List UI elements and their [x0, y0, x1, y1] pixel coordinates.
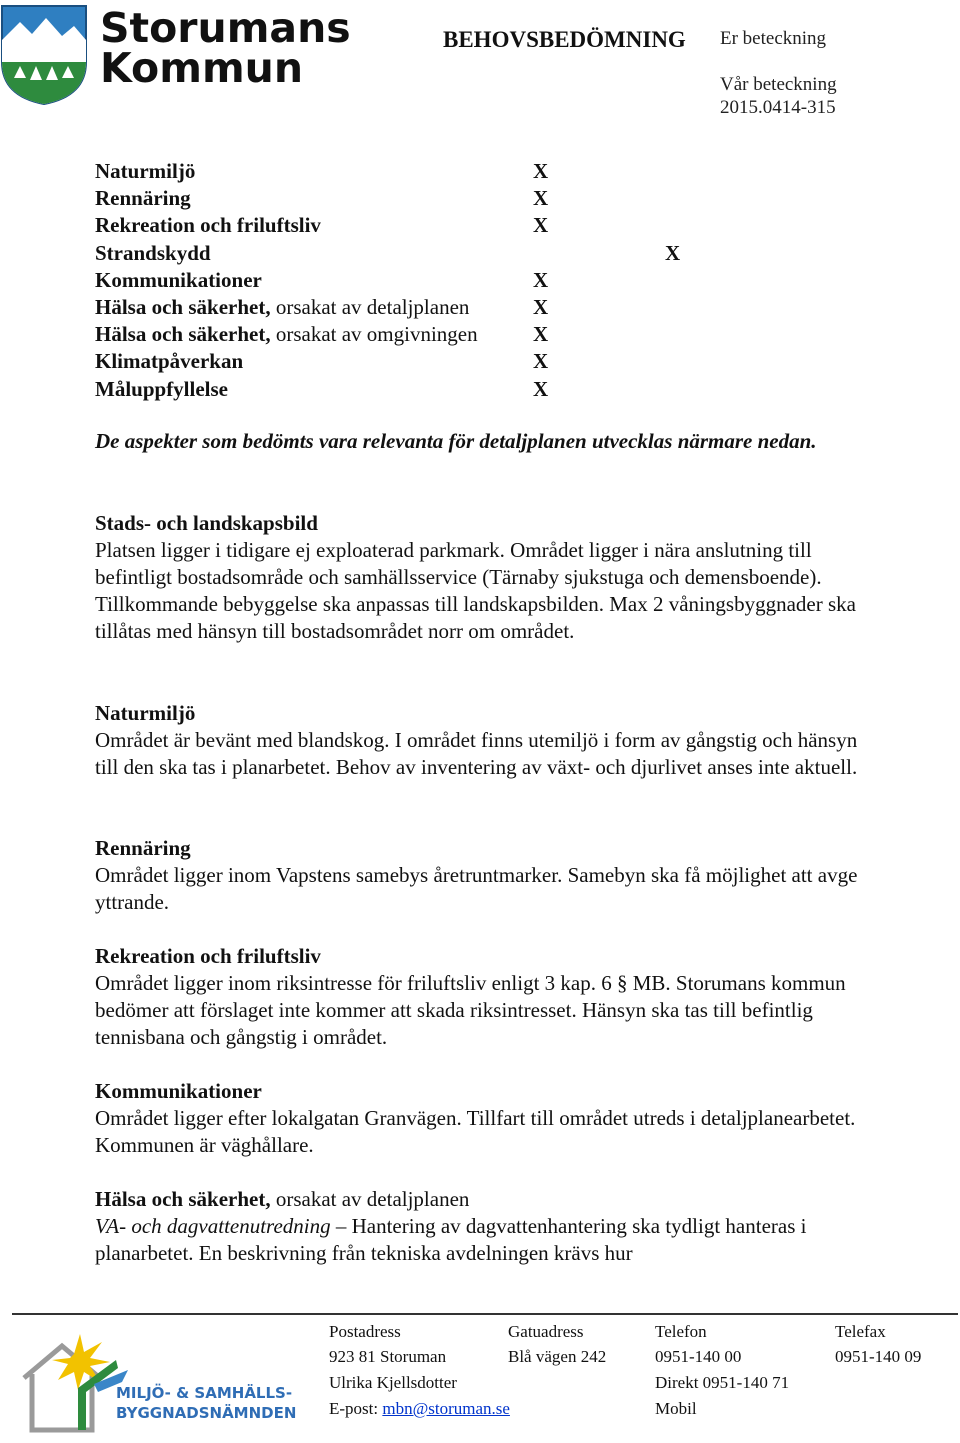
- aspect-mark: X: [533, 295, 549, 319]
- postadress-label: Postadress: [329, 1322, 401, 1341]
- aspect-label-bold: Hälsa och säkerhet,: [95, 322, 271, 347]
- section-body: Området är bevänt med blandskog. I området finns utemiljö i form av gångstig och hänsyn till den ska tas i planarbetet. Behov av inventering av växt- och djurlivet anses inte aktuell.: [95, 728, 858, 779]
- our-reference-number: 2015.0414-315: [720, 97, 836, 118]
- section-naturmiljo: [95, 700, 885, 781]
- mobile-label: Mobil: [655, 1399, 697, 1418]
- aspect-mark: X: [533, 213, 549, 238]
- aspect-label-bold: Strandskydd: [95, 240, 211, 265]
- section-heading: Naturmiljö: [95, 701, 196, 725]
- section-body: Området ligger inom Vapstens samebys åretruntmarker. Samebyn ska få möjlighet att avge yttrande.: [95, 863, 858, 914]
- aspect-mark: X: [533, 186, 549, 211]
- section-heading: Rekreation och friluftsliv: [95, 944, 321, 968]
- aspect-label: [95, 294, 469, 321]
- aspect-label: [95, 158, 195, 185]
- section-heading: Rennäring: [95, 836, 191, 860]
- aspect-row: [95, 348, 715, 375]
- aspect-mark: X: [533, 267, 549, 292]
- telefax-value: 0951-140 09: [835, 1347, 922, 1366]
- section-stads-och-landskapsbild: [95, 510, 885, 645]
- aspect-label-bold: Rekreation och friluftsliv: [95, 213, 321, 238]
- aspect-label-bold: Hälsa och säkerhet,: [95, 295, 271, 319]
- section-kommunikationer: [95, 1078, 885, 1159]
- footer-logo-line-2: BYGGNADSNÄMNDEN: [116, 1404, 297, 1422]
- logo-wordmark-line-2: Kommun: [100, 44, 304, 92]
- aspect-label: [95, 267, 262, 294]
- document-type-title: BEHOVSBEDÖMNING: [443, 27, 686, 52]
- gatuadress-label: Gatuadress: [508, 1322, 584, 1341]
- aspect-label-bold: Måluppfyllelse: [95, 376, 229, 401]
- aspect-label-rest: orsakat av detaljplanen: [270, 295, 470, 319]
- aspect-row: [95, 240, 715, 267]
- aspect-label: [95, 185, 191, 212]
- footer-logo-line-1: MILJÖ- & SAMHÄLLS-: [116, 1384, 293, 1402]
- aspect-label-bold: Rennäring: [95, 186, 191, 211]
- intro-note: De aspekter som bedömts vara relevanta för detaljplanen utvecklas närmare nedan.: [95, 429, 817, 453]
- our-reference-label: Vår beteckning: [720, 74, 837, 95]
- miljo-samhallsbyggnadsnamnden-logo: [18, 1330, 308, 1435]
- aspect-label: [95, 376, 228, 403]
- aspect-row: [95, 158, 715, 185]
- aspect-mark: X: [533, 159, 549, 183]
- section-rekreation-och-friluftsliv: [95, 943, 885, 1051]
- footer-divider: [12, 1313, 958, 1315]
- section-halsa-och-sakerhet: [95, 1186, 885, 1267]
- email-link[interactable]: mbn@storuman.se: [382, 1399, 510, 1418]
- section-body-text: – Hantering av dagvattenhantering ska tydligt hanteras i planarbetet. En beskrivning från tekniska avdelningen krävs hur: [95, 1214, 807, 1265]
- aspect-row: [95, 185, 715, 212]
- section-heading: Stads- och landskapsbild: [95, 511, 318, 535]
- section-rennaring: [95, 835, 885, 916]
- aspect-row: [95, 267, 715, 294]
- logo-wordmark: [100, 4, 351, 92]
- section-body: Området ligger efter lokalgatan Granvägen. Tillfart till området utreds i detaljplanearbetet. Kommunen är väghållare.: [95, 1106, 856, 1157]
- email-line: [329, 1399, 510, 1419]
- gatuadress-value: Blå vägen 242: [508, 1347, 607, 1366]
- aspect-label: [95, 321, 478, 348]
- aspect-label-bold: Naturmiljö: [95, 159, 196, 183]
- telefon-label: Telefon: [655, 1322, 707, 1341]
- email-label: E-post:: [329, 1399, 383, 1418]
- section-body: Platsen ligger i tidigare ej exploaterad parkmark. Området ligger i nära anslutning till befintligt bostadsområde och samhällsservice (Tärnaby sjukstuga och demensboende). Tillkommande bebyggelse ska anpassas till landskapsbilden. Max 2 våningsbyggnader ska tillåtas med hänsyn till bostadsområdet norr om området.: [95, 538, 856, 643]
- aspect-label-bold: Klimatpåverkan: [95, 349, 244, 374]
- aspect-mark: X: [665, 240, 681, 265]
- section-heading-bold: Hälsa och säkerhet,: [95, 1187, 271, 1211]
- aspect-row: [95, 294, 715, 321]
- logo-wordmark-line-1: Storumans: [100, 4, 351, 52]
- aspect-row: [95, 376, 715, 403]
- contact-name: Ulrika Kjellsdotter: [329, 1373, 457, 1392]
- aspect-row: [95, 212, 715, 239]
- your-reference-label: Er beteckning: [720, 28, 827, 49]
- section-heading-rest: orsakat av detaljplanen: [270, 1187, 470, 1211]
- aspect-label-bold: Kommunikationer: [95, 267, 262, 292]
- telefax-label: Telefax: [835, 1322, 886, 1341]
- aspect-mark: X: [533, 322, 549, 347]
- telefon-value: 0951-140 00: [655, 1347, 742, 1366]
- direct-phone: Direkt 0951-140 71: [655, 1373, 790, 1392]
- aspect-mark: X: [533, 376, 549, 401]
- aspect-label: [95, 240, 211, 267]
- section-body: [95, 1213, 885, 1267]
- section-heading: Kommunikationer: [95, 1079, 262, 1103]
- aspect-label-rest: orsakat av omgivningen: [270, 322, 478, 347]
- aspect-label: [95, 212, 321, 239]
- section-body-italic: VA- och dagvattenutredning: [95, 1214, 331, 1238]
- postadress-value: 923 81 Storuman: [329, 1347, 447, 1366]
- section-body: Området ligger inom riksintresse för friluftsliv enligt 3 kap. 6 § MB. Storumans kommun bedömer att förslaget inte kommer att skada riksintresset. Hänsyn ska tas till befintlig tennisbana och gångstig i området.: [95, 971, 846, 1049]
- aspect-row: [95, 321, 715, 348]
- aspect-mark: X: [533, 349, 549, 374]
- aspect-label: [95, 348, 243, 375]
- section-heading: [95, 1186, 885, 1213]
